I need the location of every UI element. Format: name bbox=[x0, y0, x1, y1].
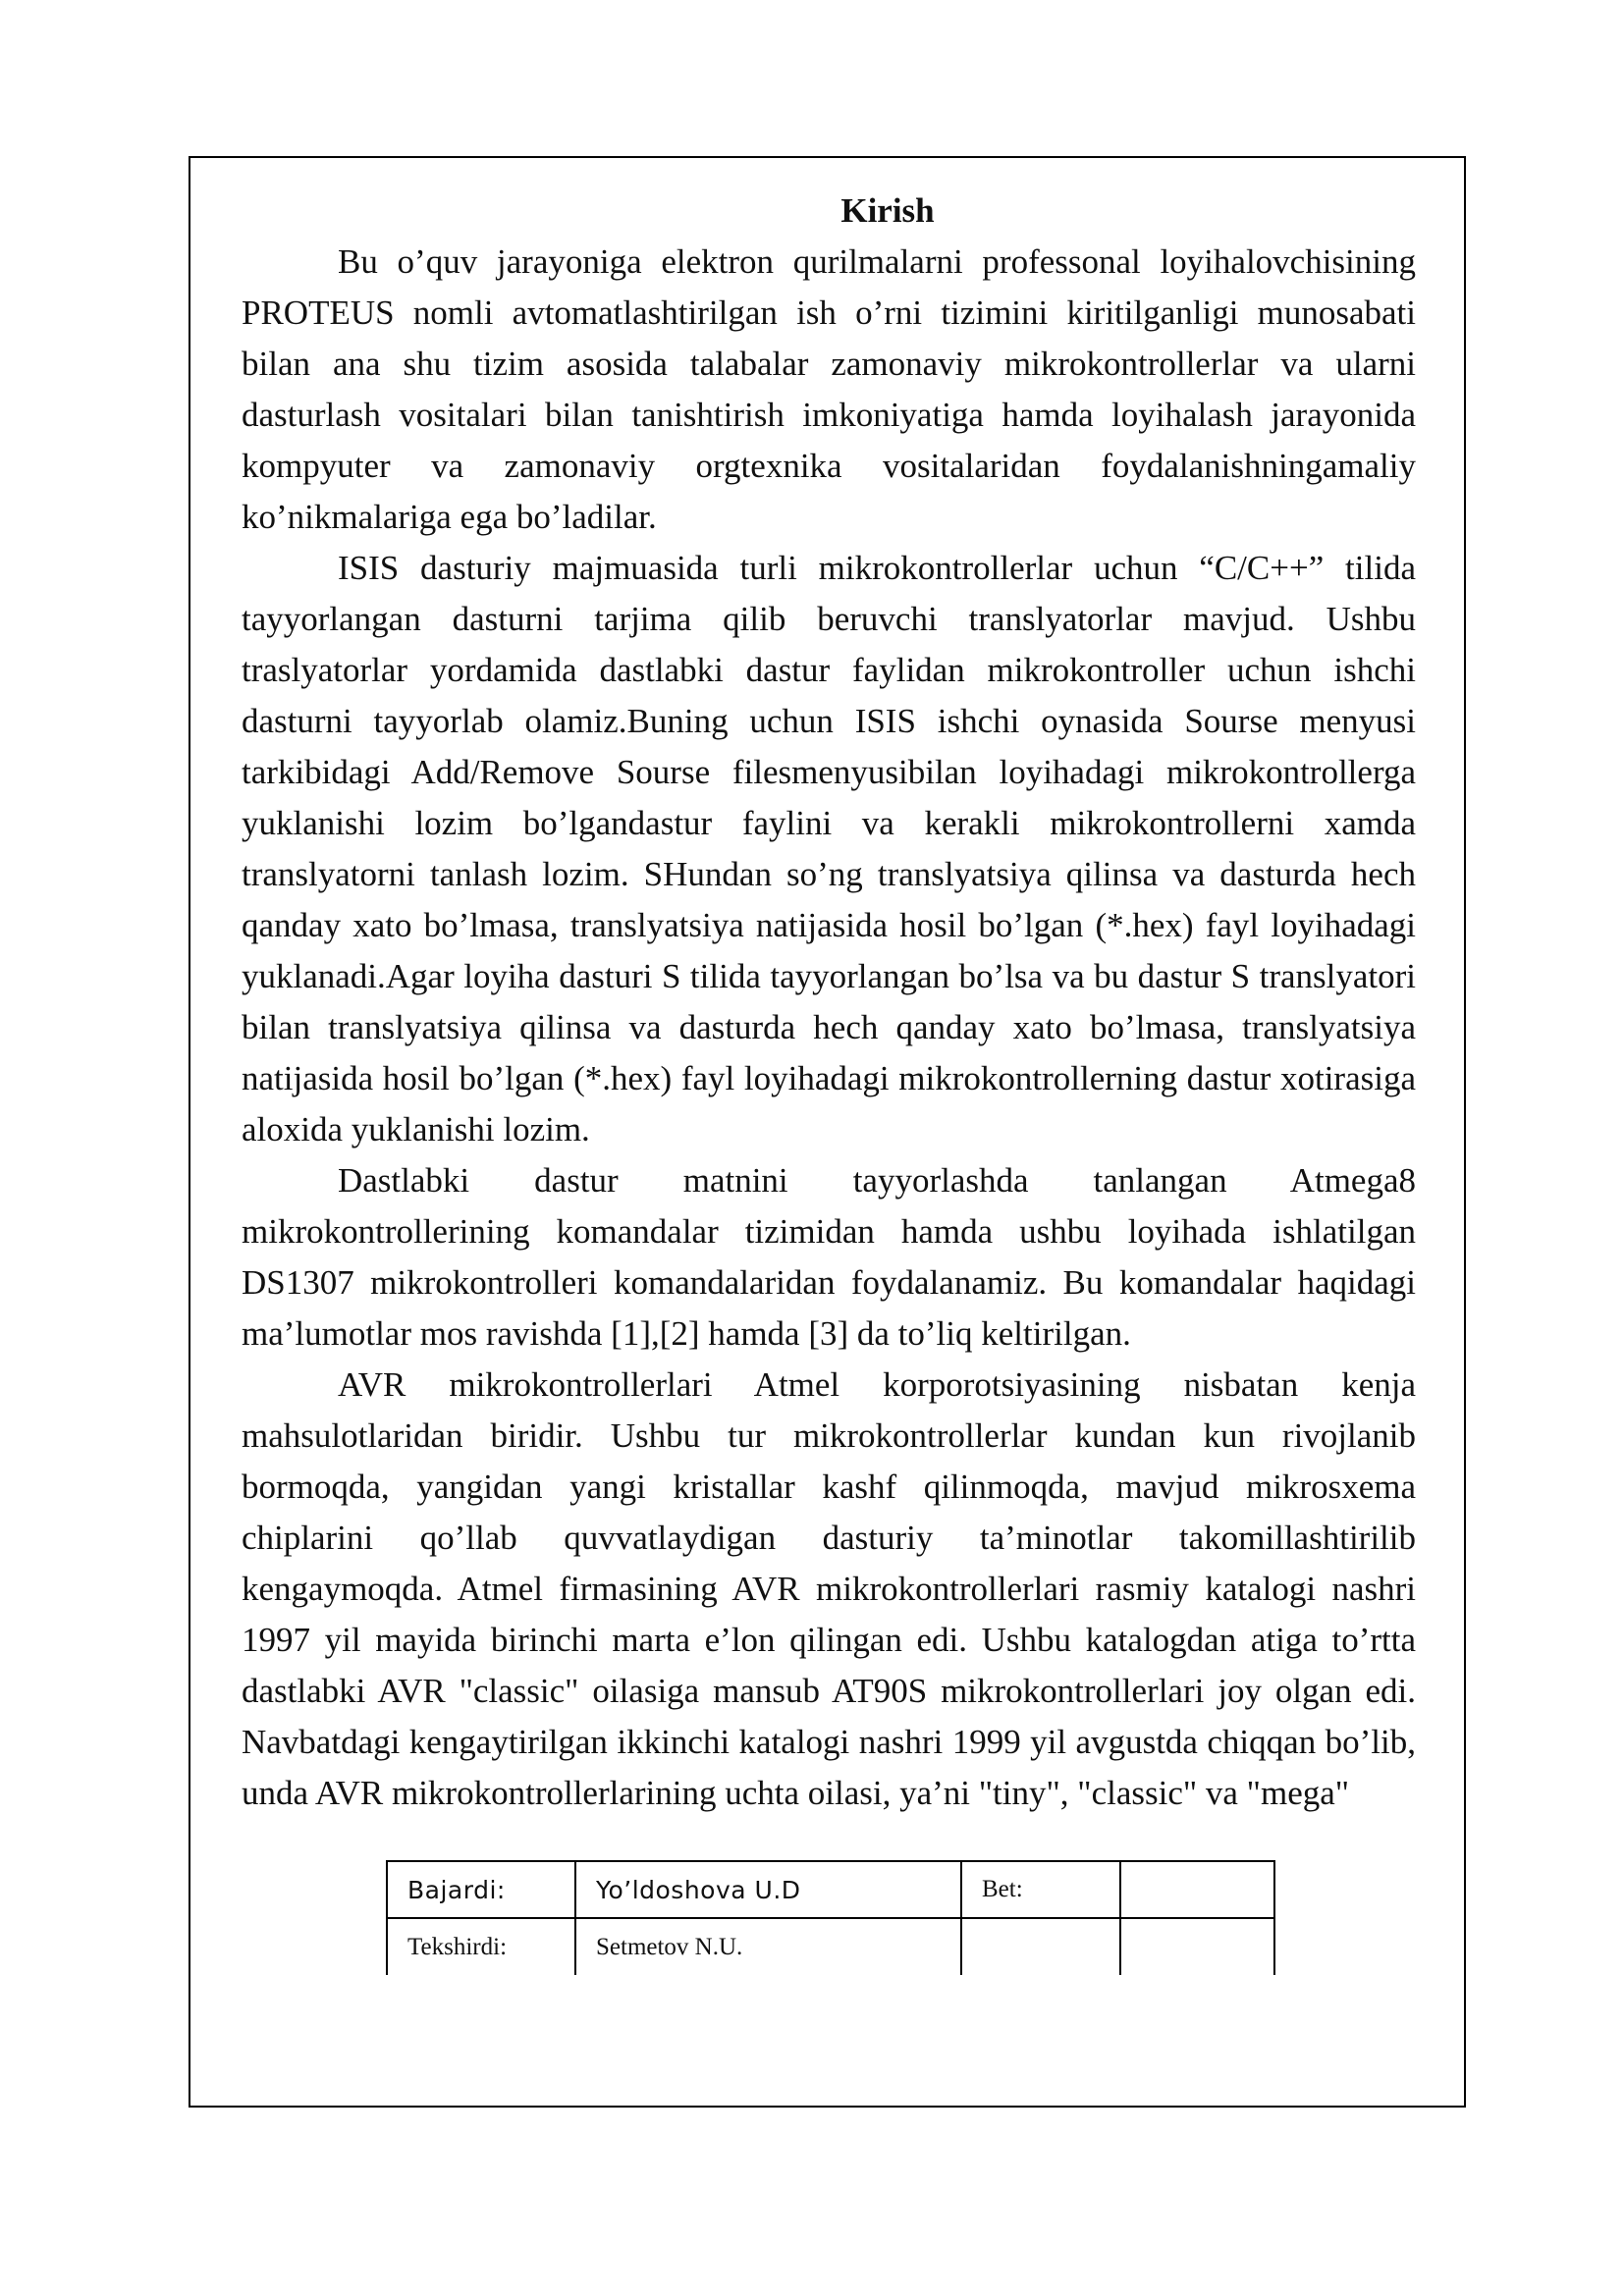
paragraph-1: Bu o’quv jarayoniga elektron qurilmalarni professonal loyihalovchisining PROTEUS nomli avtomatlashtirilgan ish o’rni tizimini kiritilganligi munosabati bilan ana shu tizim asosida talabalar zamonaviy mikrokontrollerlar va ularni dasturlash vositalari bilan tanishtirish imkoniyatiga hamda loyihalash jarayonida kompyuter va zamonaviy orgtexnika vositalaridan foydalanishningamaliy ko’nikmalariga ega bo’ladilar. bbox=[242, 242, 1416, 536]
page-frame bbox=[189, 156, 1466, 2108]
paragraph-3: Dastlabki dastur matnini tayyorlashda tanlangan Atmega8 mikrokontrollerining komandalar tizimidan hamda ushbu loyihada ishlatilgan DS1307 mikrokontrolleri komandalaridan foydalanamiz. Bu komandalar haqidagi ma’lumotlar mos ravishda [1],[2] hamda [3] da to’liq keltirilgan. bbox=[242, 1161, 1416, 1353]
paragraph-4: AVR mikrokontrollerlari Atmel korporotsiyasining nisbatan kenja mahsulotlaridan biridir. Ushbu tur mikrokontrollerlar kundan kun rivojlanib bormoqda, yangidan yangi kristallar kashf qilinmoqda, mavjud mikrosxema chiplarini qo’llab quvvatlaydigan dasturiy ta’minotlar takomillashtirilib kengaymoqda. Atmel firmasining AVR mikrokontrollerlari rasmiy katalogi nashri 1997 yil mayida birinchi marta e’lon qilingan edi. Ushbu katalogdan atiga to’rtta dastlabki AVR "classic" oilasiga mansub AT90S mikrokontrollerlari joy olgan edi. Navbatdagi kengaytirilgan ikkinchi katalogi nashri 1999 yil avgustda chiqqan bo’lib, unda AVR mikrokontrollerlarining uchta oilasi, ya’ni "tiny", "classic" va "mega" bbox=[242, 1365, 1416, 1812]
title-block-stamp bbox=[386, 1860, 1275, 1975]
performed-label: Bajardi: bbox=[387, 1861, 575, 1918]
paragraph-2: ISIS dasturiy majmuasida turli mikrokontrollerlar uchun “C/C++” tilida tayyorlangan dasturni tarjima qilib beruvchi translyatorlar mavjud. Ushbu traslyatorlar yordamida dastlabki dastur faylidan mikrokontroller uchun ishchi dasturni tayyorlab olamiz.Buning uchun ISIS ishchi oynasida Sourse menyusi tarkibidagi Add/Remove Sourse filesmenyusibilan loyihadagi mikrokontrollerga yuklanishi lozim bo’lgandastur faylini va kerakli mikrokontrollerni xamda translyatorni tanlash lozim. SHundan so’ng translyatsiya qilinsa va dasturda hech qanday xato bo’lmasa, translyatsiya natijasida hosil bo’lgan (*.hex) fayl loyihadagi yuklanadi.Agar loyiha dasturi S tilida tayyorlangan bo’lsa va bu dastur S translyatori bilan translyatsiya qilinsa va dasturda hech qanday xato bo’lmasa, translyatsiya natijasida hosil bo’lgan (*.hex) fayl loyihadagi mikrokontrollerning dastur xotirasiga aloxida yuklanishi lozim. bbox=[242, 549, 1416, 1148]
performed-name: Yo’ldoshova U.D bbox=[575, 1861, 961, 1918]
document-title: Kirish bbox=[840, 191, 935, 230]
stamp-row-performed bbox=[387, 1861, 1274, 1918]
page-number bbox=[1120, 1861, 1274, 1918]
document-body bbox=[242, 186, 1416, 1819]
stamp-empty-cell-2 bbox=[1120, 1918, 1274, 1975]
stamp-row-checked bbox=[387, 1918, 1274, 1975]
checked-name: Setmetov N.U. bbox=[575, 1918, 961, 1975]
stamp-empty-cell bbox=[961, 1918, 1120, 1975]
checked-label: Tekshirdi: bbox=[387, 1918, 575, 1975]
page-label: Bet: bbox=[961, 1861, 1120, 1918]
